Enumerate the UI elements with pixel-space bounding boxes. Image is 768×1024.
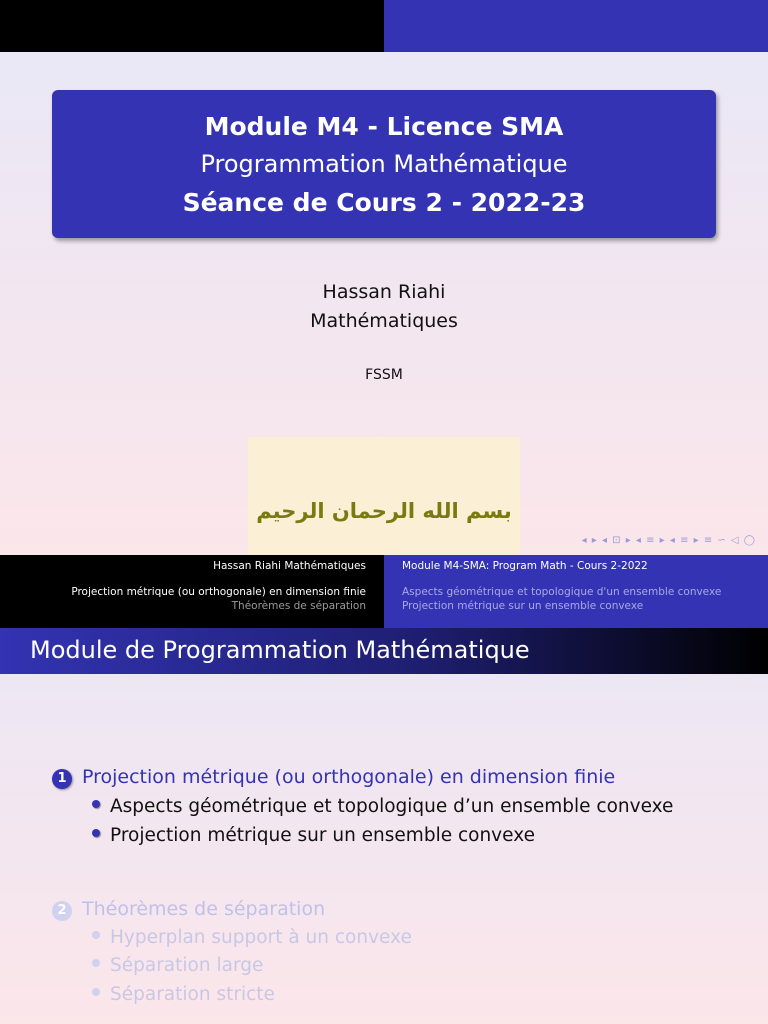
bullet-icon [92,800,100,808]
section-title-text: Projection métrique (ou orthogonale) en dimension finie [82,766,616,788]
bullet-icon [92,988,100,996]
toc-subsection[interactable] [92,984,275,1005]
header-author: Hassan Riahi Mathématiques [213,560,366,572]
toc-subsection[interactable] [92,927,412,948]
header-section-other[interactable]: Théorèmes de séparation [231,600,366,612]
toc-subsection[interactable] [92,825,535,846]
top-bar-left [0,0,384,52]
section-title-text: Théorèmes de séparation [82,898,326,920]
title-block [52,90,716,238]
basmala-image [248,437,520,555]
toc-section-title[interactable] [52,766,615,789]
header-course: Module M4-SMA: Program Math - Cours 2-2022 [402,560,648,572]
author-name: Hassan Riahi [322,281,446,303]
header-left-panel [0,555,384,628]
title-line-3: Séance de Cours 2 - 2022-23 [182,188,586,217]
top-bar [0,0,768,52]
toc-subsection[interactable] [92,796,673,817]
subsection-text: Aspects géométrique et topologique d’un ensemble convexe [110,796,674,817]
subsection-text: Séparation stricte [110,984,275,1005]
bullet-icon [92,959,100,967]
basmala-text: بسم الله الرحمان الرحيم [256,499,512,523]
author-department: Mathématiques [310,310,458,332]
title-line-2: Programmation Mathématique [200,150,568,178]
slide-header [0,555,768,628]
bullet-icon [92,931,100,939]
toc-section-title[interactable] [52,898,325,921]
subsection-text: Séparation large [110,955,264,976]
bullet-icon [92,829,100,837]
subsection-text: Projection métrique sur un ensemble convexe [110,825,535,846]
outline-slide [0,555,768,1024]
header-right-panel [384,555,768,628]
header-subsection-1[interactable]: Aspects géométrique et topologique d'un ensemble convexe [402,586,722,598]
toc-subsection[interactable] [92,955,263,976]
beamer-navigation-icons[interactable]: ◂ ▸ ◂ ⊡ ▸ ◂ ≡ ▸ ◂ ≡ ▸ ≡ ∽ ◁ ◯ [581,535,756,546]
frame-title-bar [0,628,768,674]
header-section-current[interactable]: Projection métrique (ou orthogonale) en dimension finie [71,586,366,598]
top-bar-right [384,0,768,52]
frame-title: Module de Programmation Mathématique [30,636,530,664]
title-line-1: Module M4 - Licence SMA [204,112,564,141]
author-institute: FSSM [365,367,403,383]
header-subsection-2[interactable]: Projection métrique sur un ensemble convexe [402,600,644,612]
subsection-text: Hyperplan support à un convexe [110,927,412,948]
section-number-badge: 2 [52,901,72,921]
section-number-badge: 1 [52,769,72,789]
